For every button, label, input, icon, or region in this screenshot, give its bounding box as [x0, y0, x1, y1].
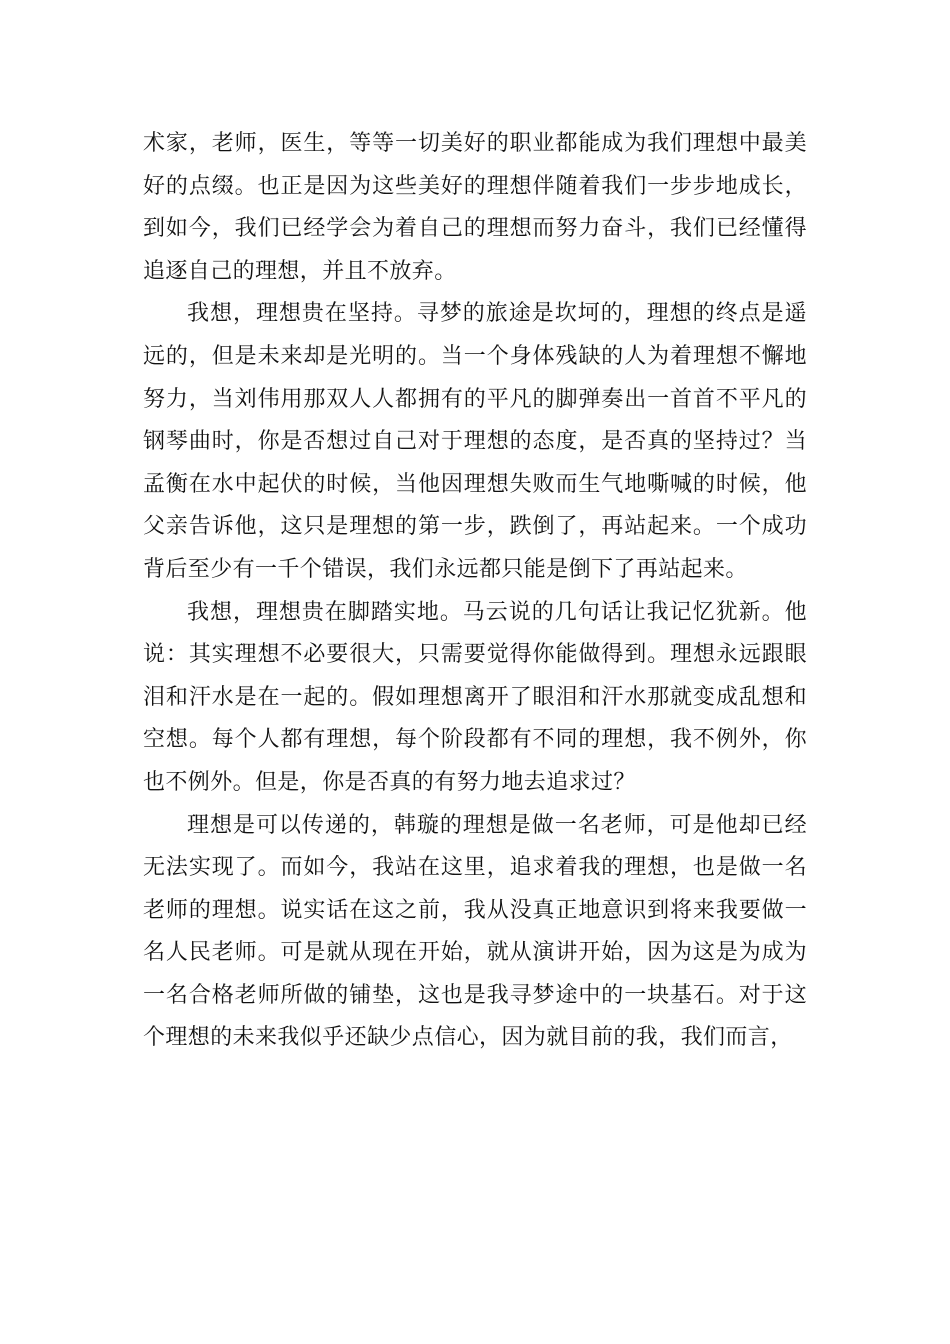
paragraph-4: 理想是可以传递的，韩璇的理想是做一名老师，可是他却已经无法实现了。而如今，我站在这里，追求着我的理想，也是做一名老师的理想。说实话在这之前，我从没真正地意识到将来我要做一名人民老师。可是就从现在开始，就从演讲开始，因为这是为成为一名合格老师所做的铺垫，这也是我寻梦途中的一块基石。对于这个理想的未来我似乎还缺少点信心，因为就目前的我，我们而言， [143, 812, 807, 1051]
document-body [143, 123, 807, 1060]
paragraph-1: 术家，老师，医生，等等一切美好的职业都能成为我们理想中最美好的点缀。也正是因为这些美好的理想伴随着我们一步步地成长，到如今，我们已经学会为着自己的理想而努力奋斗，我们已经懂得追逐自己的理想，并且不放弃。 [143, 131, 807, 284]
paragraph-2: 我想，理想贵在坚持。寻梦的旅途是坎坷的，理想的终点是遥远的，但是未来却是光明的。当一个身体残缺的人为着理想不懈地努力，当刘伟用那双人人都拥有的平凡的脚弹奏出一首首不平凡的钢琴曲时，你是否想过自己对于理想的态度，是否真的坚持过？当孟衡在水中起伏的时候，当他因理想失败而生气地嘶喊的时候，他父亲告诉他，这只是理想的第一步，跌倒了，再站起来。一个成功背后至少有一千个错误，我们永远都只能是倒下了再站起来。 [143, 301, 807, 582]
paragraph-3: 我想，理想贵在脚踏实地。马云说的几句话让我记忆犹新。他说：其实理想不必要很大，只需要觉得你能做得到。理想永远跟眼泪和汗水是在一起的。假如理想离开了眼泪和汗水那就变成乱想和空想。每个人都有理想，每个阶段都有不同的理想，我不例外，你也不例外。但是，你是否真的有努力地去追求过？ [143, 599, 807, 795]
